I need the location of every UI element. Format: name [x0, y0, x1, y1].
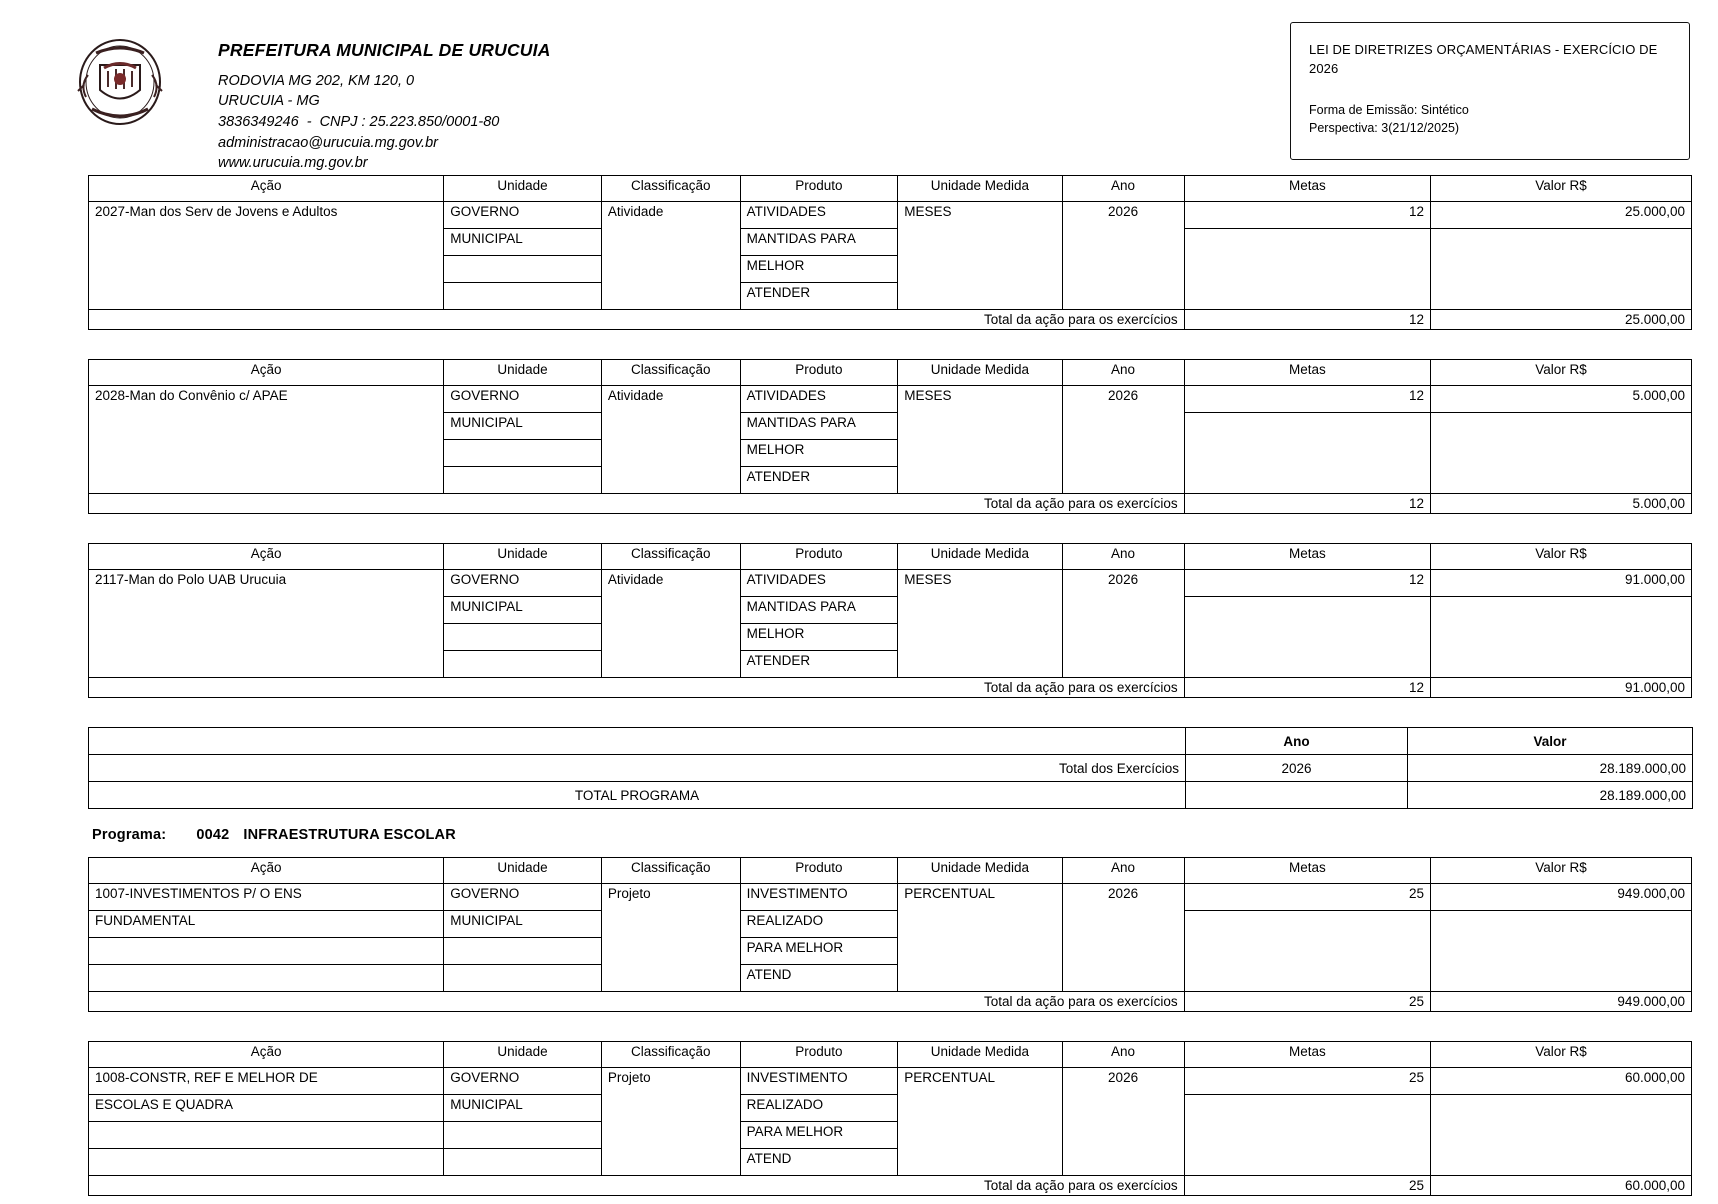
total-exercicios-valor: 28.189.000,00: [1408, 755, 1693, 782]
cell-acao-4: [89, 1149, 444, 1176]
cell-metas-filler: [1184, 597, 1430, 678]
total-exercicios-ano: 2026: [1186, 755, 1408, 782]
table-total-row: [89, 992, 1692, 1012]
cell-unidade-1: GOVERNO: [444, 386, 602, 413]
table-row: [89, 1095, 1692, 1122]
summary-row-total-programa: [89, 782, 1693, 809]
summary-table: [88, 727, 1693, 809]
cell-produto-1: ATIVIDADES: [740, 386, 898, 413]
cell-ano: 2026: [1062, 202, 1184, 310]
col-unidade-medida: Unidade Medida: [898, 858, 1062, 884]
cell-produto-4: ATEND: [740, 965, 898, 992]
cell-produto-2: MANTIDAS PARA: [740, 597, 898, 624]
col-ano: Ano: [1062, 360, 1184, 386]
cell-valor-filler: [1431, 597, 1692, 678]
col-acao: Ação: [89, 176, 444, 202]
cell-unidade-medida: MESES: [898, 570, 1062, 678]
cell-classificacao: Atividade: [601, 386, 740, 494]
cell-metas-filler: [1184, 911, 1430, 992]
cell-valor: 91.000,00: [1431, 570, 1692, 597]
col-metas: Metas: [1184, 544, 1430, 570]
col-valor: Valor R$: [1431, 858, 1692, 884]
total-valor: 91.000,00: [1431, 678, 1692, 698]
cell-unidade-2: MUNICIPAL: [444, 1095, 602, 1122]
col-metas: Metas: [1184, 1042, 1430, 1068]
col-unidade: Unidade: [444, 858, 602, 884]
cell-produto-2: REALIZADO: [740, 911, 898, 938]
cell-unidade-3: [444, 624, 602, 651]
col-produto: Produto: [740, 858, 898, 884]
cell-produto-1: ATIVIDADES: [740, 202, 898, 229]
cell-unidade-4: [444, 965, 602, 992]
col-classificacao: Classificação: [601, 360, 740, 386]
total-valor: 25.000,00: [1431, 310, 1692, 330]
col-ano: Ano: [1062, 176, 1184, 202]
cell-ano: 2026: [1062, 1068, 1184, 1176]
cell-metas-filler: [1184, 413, 1430, 494]
organization-name: PREFEITURA MUNICIPAL DE URUCUIA: [218, 40, 551, 60]
col-classificacao: Classificação: [601, 544, 740, 570]
cell-unidade-3: [444, 938, 602, 965]
cell-ano: 2026: [1062, 884, 1184, 992]
cell-unidade-2: MUNICIPAL: [444, 597, 602, 624]
col-unidade-medida: Unidade Medida: [898, 176, 1062, 202]
programa-code: 0042: [196, 827, 230, 843]
action-table: [88, 857, 1692, 1012]
cell-produto-1: INVESTIMENTO: [740, 884, 898, 911]
cell-valor-filler: [1431, 413, 1692, 494]
program-summary: [88, 727, 1692, 809]
col-produto: Produto: [740, 1042, 898, 1068]
cell-unidade-medida: PERCENTUAL: [898, 1068, 1062, 1176]
cell-acao-2: ESCOLAS E QUADRA: [89, 1095, 444, 1122]
action-table: [88, 543, 1692, 698]
cell-metas: 25: [1184, 1068, 1430, 1095]
col-classificacao: Classificação: [601, 176, 740, 202]
total-programa-valor: 28.189.000,00: [1408, 782, 1693, 809]
cell-produto-1: ATIVIDADES: [740, 570, 898, 597]
summary-header-row: [89, 728, 1693, 755]
cell-acao-3: [89, 938, 444, 965]
total-label: Total da ação para os exercícios: [89, 1176, 1185, 1196]
col-unidade-medida: Unidade Medida: [898, 1042, 1062, 1068]
cell-unidade-1: GOVERNO: [444, 1068, 602, 1095]
cell-unidade-2: MUNICIPAL: [444, 911, 602, 938]
cell-acao-4: [89, 965, 444, 992]
cell-metas: 12: [1184, 202, 1430, 229]
cell-unidade-1: GOVERNO: [444, 202, 602, 229]
total-programa-ano: [1186, 782, 1408, 809]
total-metas: 25: [1184, 992, 1430, 1012]
col-unidade: Unidade: [444, 176, 602, 202]
total-metas: 25: [1184, 1176, 1430, 1196]
col-valor: Valor R$: [1431, 544, 1692, 570]
table-row: [89, 202, 1692, 229]
col-unidade: Unidade: [444, 1042, 602, 1068]
action-block-1008: [88, 1041, 1692, 1196]
total-valor: 5.000,00: [1431, 494, 1692, 514]
programa-line: [92, 827, 1718, 843]
table-header-row: [89, 544, 1692, 570]
cell-metas-filler: [1184, 229, 1430, 310]
cell-unidade-4: [444, 1149, 602, 1176]
col-classificacao: Classificação: [601, 1042, 740, 1068]
emission-type: Forma de Emissão: Sintético: [1309, 102, 1469, 117]
cell-metas-filler: [1184, 1095, 1430, 1176]
col-acao: Ação: [89, 1042, 444, 1068]
col-unidade: Unidade: [444, 544, 602, 570]
cell-acao-1: 1008-CONSTR, REF E MELHOR DE: [89, 1068, 444, 1095]
cell-unidade-medida: MESES: [898, 202, 1062, 310]
cell-unidade-2: MUNICIPAL: [444, 413, 602, 440]
total-metas: 12: [1184, 494, 1430, 514]
cell-acao: 2028-Man do Convênio c/ APAE: [89, 386, 444, 494]
col-unidade: Unidade: [444, 360, 602, 386]
cell-unidade-medida: MESES: [898, 386, 1062, 494]
programa-name: INFRAESTRUTURA ESCOLAR: [243, 827, 456, 843]
cell-unidade-3: [444, 256, 602, 283]
cell-valor: 5.000,00: [1431, 386, 1692, 413]
cell-produto-4: ATENDER: [740, 283, 898, 310]
col-produto: Produto: [740, 360, 898, 386]
phone-cnpj: 3836349246 - CNPJ : 25.223.850/0001-80: [218, 114, 500, 130]
table-total-row: [89, 310, 1692, 330]
action-table: [88, 1041, 1692, 1196]
address-line-2: URUCUIA - MG: [218, 93, 320, 110]
table-row: [89, 911, 1692, 938]
programa-label: Programa:: [92, 827, 167, 843]
cell-produto-2: MANTIDAS PARA: [740, 229, 898, 256]
col-valor: Valor R$: [1431, 1042, 1692, 1068]
col-metas: Metas: [1184, 858, 1430, 884]
total-metas: 12: [1184, 310, 1430, 330]
cell-produto-4: ATENDER: [740, 467, 898, 494]
total-valor: 949.000,00: [1431, 992, 1692, 1012]
cell-classificacao: Atividade: [601, 570, 740, 678]
col-acao: Ação: [89, 360, 444, 386]
cell-acao-2: FUNDAMENTAL: [89, 911, 444, 938]
col-unidade-medida: Unidade Medida: [898, 360, 1062, 386]
total-label: Total da ação para os exercícios: [89, 992, 1185, 1012]
cell-produto-3: MELHOR: [740, 440, 898, 467]
cell-unidade-3: [444, 440, 602, 467]
address-line-1: RODOVIA MG 202, KM 120, 0: [218, 72, 415, 89]
summary-col-valor: Valor: [1408, 728, 1693, 755]
cell-produto-2: MANTIDAS PARA: [740, 413, 898, 440]
action-block-2027: [88, 175, 1692, 330]
total-programa-label: TOTAL PROGRAMA: [89, 782, 1186, 809]
document-header: [0, 0, 1718, 175]
cell-unidade-4: [444, 651, 602, 678]
cell-produto-3: MELHOR: [740, 624, 898, 651]
cell-produto-3: PARA MELHOR: [740, 938, 898, 965]
cell-classificacao: Projeto: [601, 1068, 740, 1176]
report-title: LEI DE DIRETRIZES ORÇAMENTÁRIAS - EXERCÍCIO DE 2026: [1309, 42, 1658, 76]
organization-info: [218, 38, 551, 174]
total-label: Total da ação para os exercícios: [89, 494, 1185, 514]
cell-metas: 12: [1184, 386, 1430, 413]
cell-valor-filler: [1431, 1095, 1692, 1176]
cell-produto-4: ATEND: [740, 1149, 898, 1176]
cell-valor: 25.000,00: [1431, 202, 1692, 229]
table-header-row: [89, 176, 1692, 202]
coat-of-arms-icon: [70, 35, 170, 130]
col-valor: Valor R$: [1431, 360, 1692, 386]
cell-metas: 12: [1184, 570, 1430, 597]
col-acao: Ação: [89, 858, 444, 884]
table-header-row: [89, 858, 1692, 884]
cell-classificacao: Projeto: [601, 884, 740, 992]
cell-ano: 2026: [1062, 570, 1184, 678]
summary-row-total-exercicios: [89, 755, 1693, 782]
report-info-box: [1290, 22, 1690, 160]
cell-produto-3: MELHOR: [740, 256, 898, 283]
cell-unidade-3: [444, 1122, 602, 1149]
cell-produto-3: PARA MELHOR: [740, 1122, 898, 1149]
cell-ano: 2026: [1062, 386, 1184, 494]
table-header-row: [89, 360, 1692, 386]
table-total-row: [89, 678, 1692, 698]
cell-valor: 949.000,00: [1431, 884, 1692, 911]
cell-unidade-4: [444, 283, 602, 310]
cell-valor-filler: [1431, 229, 1692, 310]
cell-acao: 2117-Man do Polo UAB Urucuia: [89, 570, 444, 678]
website: www.urucuia.mg.gov.br: [218, 155, 368, 172]
col-ano: Ano: [1062, 858, 1184, 884]
cell-unidade-1: GOVERNO: [444, 570, 602, 597]
col-classificacao: Classificação: [601, 858, 740, 884]
table-total-row: [89, 1176, 1692, 1196]
col-metas: Metas: [1184, 360, 1430, 386]
col-produto: Produto: [740, 176, 898, 202]
action-block-2028: [88, 359, 1692, 514]
cell-unidade-2: MUNICIPAL: [444, 229, 602, 256]
col-unidade-medida: Unidade Medida: [898, 544, 1062, 570]
action-block-1007: [88, 857, 1692, 1012]
cell-metas: 25: [1184, 884, 1430, 911]
summary-spacer: [89, 728, 1186, 755]
cell-acao: 2027-Man dos Serv de Jovens e Adultos: [89, 202, 444, 310]
table-row: [89, 570, 1692, 597]
summary-col-ano: Ano: [1186, 728, 1408, 755]
total-metas: 12: [1184, 678, 1430, 698]
cell-unidade-medida: PERCENTUAL: [898, 884, 1062, 992]
cell-unidade-4: [444, 467, 602, 494]
col-ano: Ano: [1062, 544, 1184, 570]
cell-acao-3: [89, 1122, 444, 1149]
total-exercicios-label: Total dos Exercícios: [89, 755, 1186, 782]
perspective: Perspectiva: 3(21/12/2025): [1309, 120, 1460, 135]
action-table: [88, 175, 1692, 330]
col-ano: Ano: [1062, 1042, 1184, 1068]
col-produto: Produto: [740, 544, 898, 570]
cell-acao-1: 1007-INVESTIMENTOS P/ O ENS: [89, 884, 444, 911]
table-header-row: [89, 1042, 1692, 1068]
col-acao: Ação: [89, 544, 444, 570]
action-table: [88, 359, 1692, 514]
cell-produto-4: ATENDER: [740, 651, 898, 678]
col-valor: Valor R$: [1431, 176, 1692, 202]
cell-produto-1: INVESTIMENTO: [740, 1068, 898, 1095]
cell-classificacao: Atividade: [601, 202, 740, 310]
cell-valor-filler: [1431, 911, 1692, 992]
total-label: Total da ação para os exercícios: [89, 678, 1185, 698]
email: administracao@urucuia.mg.gov.br: [218, 134, 438, 151]
table-total-row: [89, 494, 1692, 514]
total-valor: 60.000,00: [1431, 1176, 1692, 1196]
table-row: [89, 884, 1692, 911]
table-row: [89, 1068, 1692, 1095]
cell-valor: 60.000,00: [1431, 1068, 1692, 1095]
action-block-2117: [88, 543, 1692, 698]
cell-produto-2: REALIZADO: [740, 1095, 898, 1122]
total-label: Total da ação para os exercícios: [89, 310, 1185, 330]
table-row: [89, 386, 1692, 413]
cell-unidade-1: GOVERNO: [444, 884, 602, 911]
col-metas: Metas: [1184, 176, 1430, 202]
